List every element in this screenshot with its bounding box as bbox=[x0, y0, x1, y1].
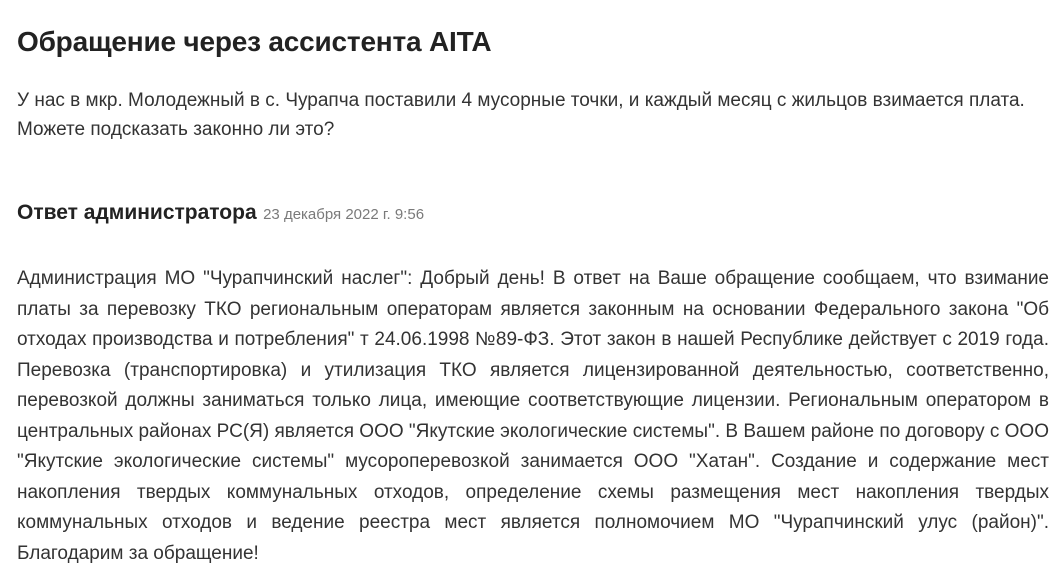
answer-date: 23 декабря 2022 г. 9:56 bbox=[263, 206, 425, 223]
answer-header bbox=[17, 201, 424, 225]
answer-author: Ответ администратора bbox=[17, 201, 257, 224]
page-title: Обращение через ассистента AITA bbox=[17, 26, 492, 57]
answer-text: Администрация МО "Чурапчинский наслег": Добрый день! В ответ на Ваше обращение сообщаем, что взимание платы за перевозку ТКО региональным операторам является законным на основании Федерального закона "Об отходах производства и потребления" т 24.06.1998 №89-ФЗ. Этот закон в нашей Республике действует с 2019 года. Перевозка (транспортировка) и утилизация ТКО является лицензированной деятельностью, соответственно, перевозкой должны заниматься только лица, имеющие соответствующие лицензии. Региональным оператором в центральных районах РС(Я) является ООО "Якутские экологические системы". В Вашем районе по договору с ООО "Якутские экологические системы" мусороперевозкой занимается ООО "Хатан". Создание и содержание мест накопления твердых коммунальных отходов, определение схемы размещения мест накопления твердых коммунальных отходов и ведение реестра мест является полномочием МО "Чурапчинский улус (район)". Благодарим за обращение! bbox=[17, 268, 1049, 564]
question-text: У нас в мкр. Молодежный в с. Чурапча поставили 4 мусорные точки, и каждый месяц с жильцов взимается плата. Можете подсказать законно ли это? bbox=[17, 90, 1025, 140]
